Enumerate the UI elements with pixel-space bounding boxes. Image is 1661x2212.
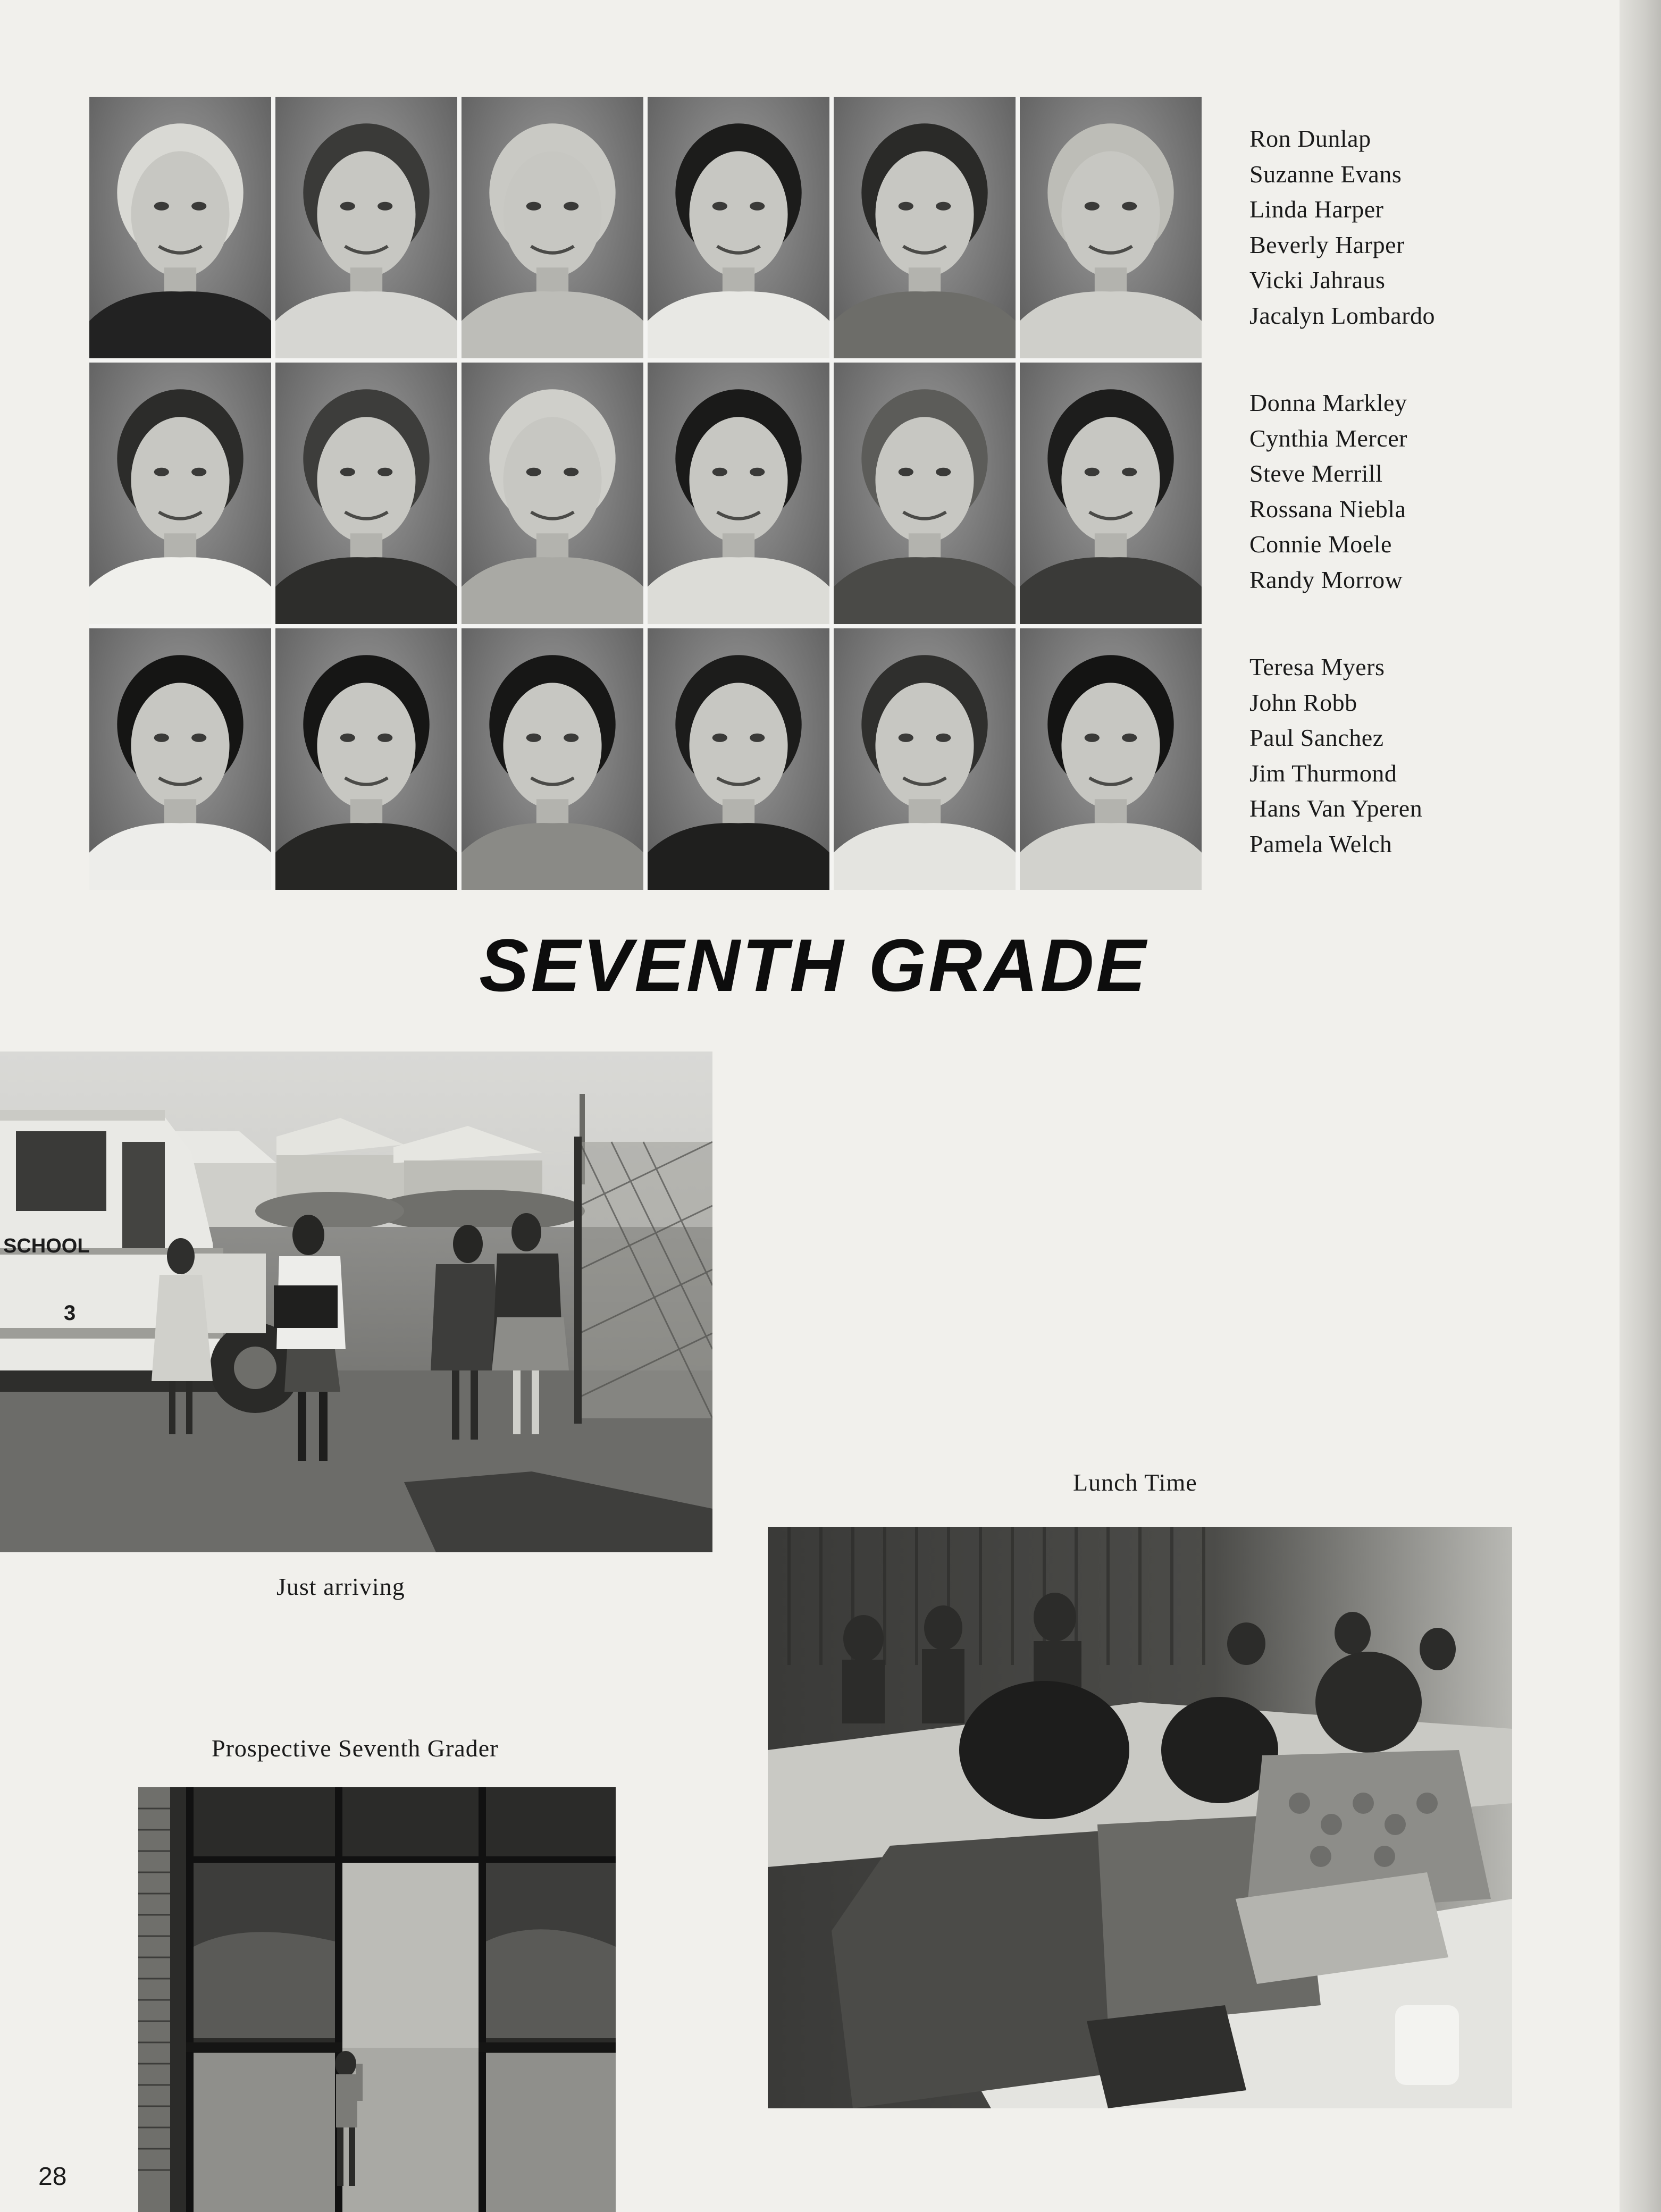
- page-title: SEVENTH GRADE: [479, 923, 1148, 1007]
- caption-just-arriving: Just arriving: [276, 1573, 405, 1600]
- names-row-3: [1249, 650, 1547, 862]
- student-portrait: [462, 363, 643, 624]
- portrait-grid: [89, 97, 1202, 890]
- caption-lunch-time: Lunch Time: [1073, 1469, 1197, 1496]
- portrait-photo: [648, 628, 829, 890]
- portrait-photo: [1020, 628, 1202, 890]
- caption-prospective-seventh-grader: Prospective Seventh Grader: [212, 1735, 499, 1762]
- portrait-photo: [89, 363, 271, 624]
- portrait-photo: [1020, 363, 1202, 624]
- portrait-photo: [834, 363, 1016, 624]
- portrait-photo: [648, 97, 829, 358]
- student-name: Teresa Myers: [1249, 653, 1385, 680]
- bus-number: 3: [64, 1301, 76, 1325]
- student-name: Donna Markley: [1249, 389, 1407, 416]
- student-portrait: [275, 97, 457, 358]
- student-portrait: [834, 628, 1016, 890]
- student-portrait: [89, 628, 271, 890]
- names-row-1: [1249, 121, 1547, 333]
- student-portrait: [89, 363, 271, 624]
- portrait-photo: [89, 97, 271, 358]
- student-name: Randy Morrow: [1249, 566, 1403, 593]
- student-name: John Robb: [1249, 688, 1357, 716]
- portrait-photo: [648, 363, 829, 624]
- student-name: Hans Van Yperen: [1249, 795, 1423, 822]
- portrait-photo: [462, 628, 643, 890]
- student-name: Paul Sanchez: [1249, 724, 1384, 751]
- student-name: Beverly Harper: [1249, 231, 1405, 258]
- student-portrait: [1020, 628, 1202, 890]
- student-portrait: [275, 363, 457, 624]
- student-portrait: [648, 628, 829, 890]
- student-portrait: [462, 97, 643, 358]
- student-portrait: [834, 363, 1016, 624]
- student-portrait: [1020, 363, 1202, 624]
- student-portrait: [1020, 97, 1202, 358]
- photo-prospective-seventh-grader: [138, 1787, 616, 2212]
- bus-sign: SCHOOL: [3, 1235, 90, 1257]
- student-name: Vicki Jahraus: [1249, 266, 1386, 293]
- student-name: Cynthia Mercer: [1249, 424, 1407, 452]
- portrait-photo: [275, 363, 457, 624]
- photo-lunch-time: [768, 1527, 1512, 2108]
- student-portrait: [275, 628, 457, 890]
- doorway-scene-image: [138, 1787, 616, 2212]
- photo-just-arriving: [0, 1052, 712, 1552]
- portrait-photo: [834, 97, 1016, 358]
- student-name: Linda Harper: [1249, 196, 1384, 223]
- student-name: Rossana Niebla: [1249, 495, 1406, 523]
- portrait-photo: [834, 628, 1016, 890]
- student-portrait: [89, 97, 271, 358]
- student-name: Ron Dunlap: [1249, 125, 1371, 152]
- page-number: 28: [38, 2163, 67, 2191]
- lunch-scene-image: [768, 1527, 1512, 2108]
- portrait-photo: [462, 97, 643, 358]
- page-edge: [1620, 0, 1661, 2212]
- student-name: Jim Thurmond: [1249, 759, 1397, 787]
- portrait-photo: [462, 363, 643, 624]
- student-name: Jacalyn Lombardo: [1249, 301, 1436, 329]
- portrait-photo: [275, 628, 457, 890]
- student-portrait: [834, 97, 1016, 358]
- student-portrait: [462, 628, 643, 890]
- portrait-photo: [1020, 97, 1202, 358]
- portrait-photo: [89, 628, 271, 890]
- student-name: Pamela Welch: [1249, 830, 1392, 857]
- student-name: Steve Merrill: [1249, 460, 1383, 487]
- student-portrait: [648, 97, 829, 358]
- student-name: Connie Moele: [1249, 531, 1392, 558]
- names-row-2: [1249, 385, 1547, 598]
- portrait-photo: [275, 97, 457, 358]
- bus-scene-image: [0, 1052, 712, 1552]
- student-portrait: [648, 363, 829, 624]
- student-name: Suzanne Evans: [1249, 160, 1402, 188]
